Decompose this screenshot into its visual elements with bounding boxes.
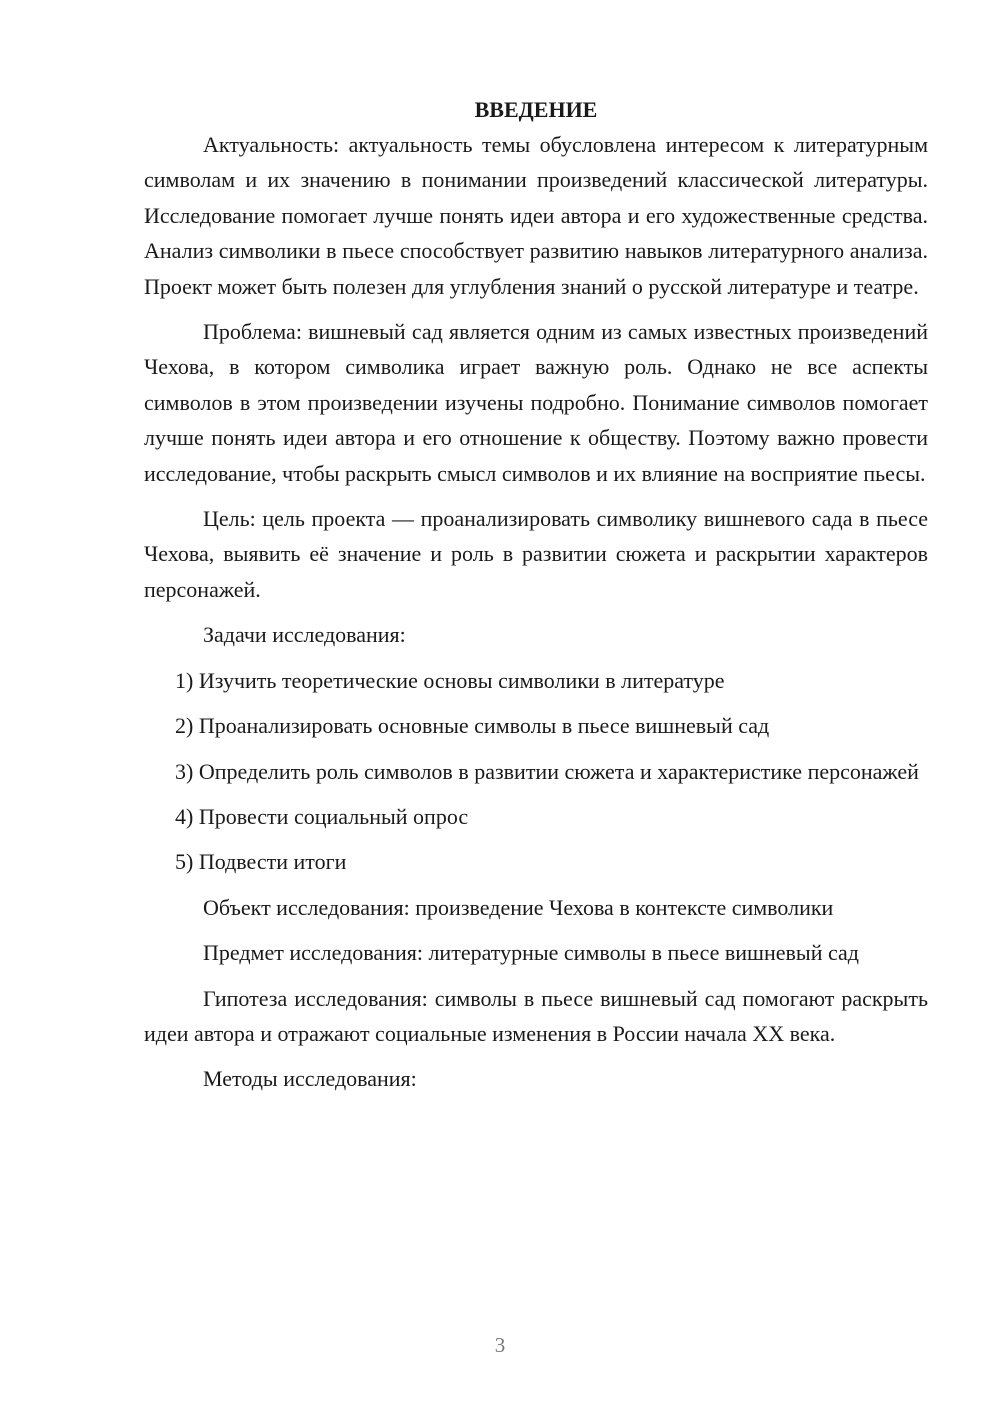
object-paragraph: Объект исследования: произведение Чехова в контексте символики: [203, 894, 834, 920]
relevance-paragraph: Актуальность: актуальность темы обусловлена интересом к литературным символам и их значению в понимании произведений классической литературы. Исследование помогает лучше понять идеи автора и его художественные средства. Анализ символики в пьесе способствует развитию навыков литературного анализа. Проект может быть полезен для углубления знаний о русской литературе и театре.: [144, 132, 928, 299]
problem-paragraph: Проблема: вишневый сад является одним из самых известных произведений Чехова, в котором символика играет важную роль. Однако не все аспекты символов в этом произведении изучены подробно. Понимание символов помогает лучше понять идеи автора и его отношение к обществу. Поэтому важно провести исследование, чтобы раскрыть смысл символов и их влияние на восприятие пьесы.: [144, 319, 928, 486]
page-title: ВВЕДЕНИЕ: [474, 97, 598, 122]
tasks-list: [144, 663, 928, 880]
task-item: 5) Подвести итоги: [175, 849, 347, 875]
page-number: 3: [494, 1333, 506, 1357]
document-page: [144, 92, 928, 1107]
task-item: 1) Изучить теоретические основы символики в литературе: [175, 667, 725, 693]
hypothesis-paragraph: Гипотеза исследования: символы в пьесе вишневый сад помогают раскрыть идеи автора и отражают социальные изменения в России начала XX века.: [144, 985, 928, 1046]
task-item: 4) Провести социальный опрос: [175, 803, 469, 829]
subject-paragraph: Предмет исследования: литературные символы в пьесе вишневый сад: [203, 940, 859, 966]
task-item: 3) Определить роль символов в развитии сюжета и характеристике персонажей: [175, 758, 919, 784]
tasks-heading: Задачи исследования:: [203, 622, 406, 648]
goal-paragraph: Цель: цель проекта — проанализировать символику вишневого сада в пьесе Чехова, выявить её значение и роль в развитии сюжета и раскрытии характеров персонажей.: [144, 506, 928, 602]
methods-heading: Методы исследования:: [203, 1066, 417, 1092]
task-item: 2) Проанализировать основные символы в пьесе вишневый сад: [175, 713, 770, 739]
